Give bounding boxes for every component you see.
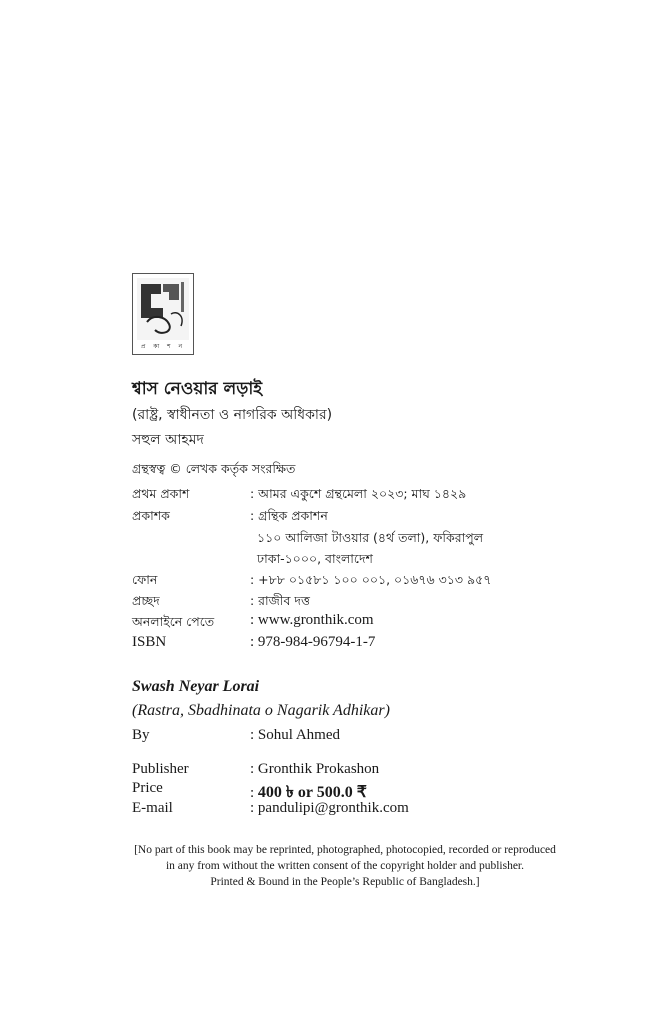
book-title-bn: শ্বাস নেওয়ার লড়াই <box>132 379 263 399</box>
publisher-value-en: : Gronthik Prokashon <box>250 761 380 777</box>
by-label: By <box>132 727 150 743</box>
publisher-label-bn: প্রকাশক <box>132 508 170 523</box>
copyright-notice: গ্রন্থস্বত্ব © লেখক কর্তৃক সংরক্ষিত <box>132 461 296 476</box>
price-colon: : <box>250 785 255 801</box>
first-edition-value: : আমর একুশে গ্রন্থমেলা ২০২৩; মাঘ ১৪২৯ <box>250 486 467 501</box>
address-line-2: ঢাকা-১০০০, বাংলাদেশ <box>257 551 373 566</box>
footer-line-3: Printed & Bound in the People’s Republic of Bangladesh.] <box>210 876 480 888</box>
gronthik-logo-icon <box>133 274 193 344</box>
publisher-logo <box>132 273 194 355</box>
isbn-value: : 978-984-96794-1-7 <box>250 634 376 650</box>
footer-line-2: in any from without the written consent of the copyright holder and publisher. <box>165 860 525 872</box>
isbn-label: ISBN <box>132 634 167 650</box>
footer-line-1: [No part of this book may be reprinted, photographed, photocopied, recorded or reproduced <box>134 844 556 856</box>
email-value: : pandulipi@gronthik.com <box>250 800 409 816</box>
email-label: E-mail <box>132 800 173 816</box>
by-value: : Sohul Ahmed <box>250 727 341 743</box>
first-edition-label: প্রথম প্রকাশ <box>132 486 190 501</box>
book-subtitle-en: (Rastra, Sbadhinata o Nagarik Adhikar) <box>132 702 390 719</box>
address-line-1: ১১০ আলিজা টাওয়ার (৪র্থ তলা), ফকিরাপুল <box>257 530 484 545</box>
cover-label: প্রচ্ছদ <box>132 593 160 608</box>
author-bn: সহুল আহমদ <box>132 432 204 448</box>
cover-value: : রাজীব দত্ত <box>250 593 310 608</box>
price-label: Price <box>132 780 163 796</box>
phone-label: ফোন <box>132 572 158 587</box>
online-label: অনলাইনে পেতে <box>132 614 215 629</box>
price-value: 400 ৳ or 500.0 ₹ <box>257 784 367 801</box>
rights-footer <box>110 842 580 890</box>
publisher-label-en: Publisher <box>132 761 189 777</box>
online-value: : www.gronthik.com <box>250 612 374 628</box>
phone-value: : +৮৮ ০১৫৮১ ১০০ ০০১, ০১৬৭৬ ৩১৩ ৯৫৭ <box>250 572 492 587</box>
publisher-value-bn: : গ্রন্থিক প্রকাশন <box>250 508 328 523</box>
book-title-en: Swash Neyar Lorai <box>132 678 260 695</box>
logo-caption: প্র কা শ ন <box>140 343 186 350</box>
book-subtitle-bn: (রাষ্ট্র, স্বাধীনতা ও নাগরিক অধিকার) <box>132 407 333 423</box>
